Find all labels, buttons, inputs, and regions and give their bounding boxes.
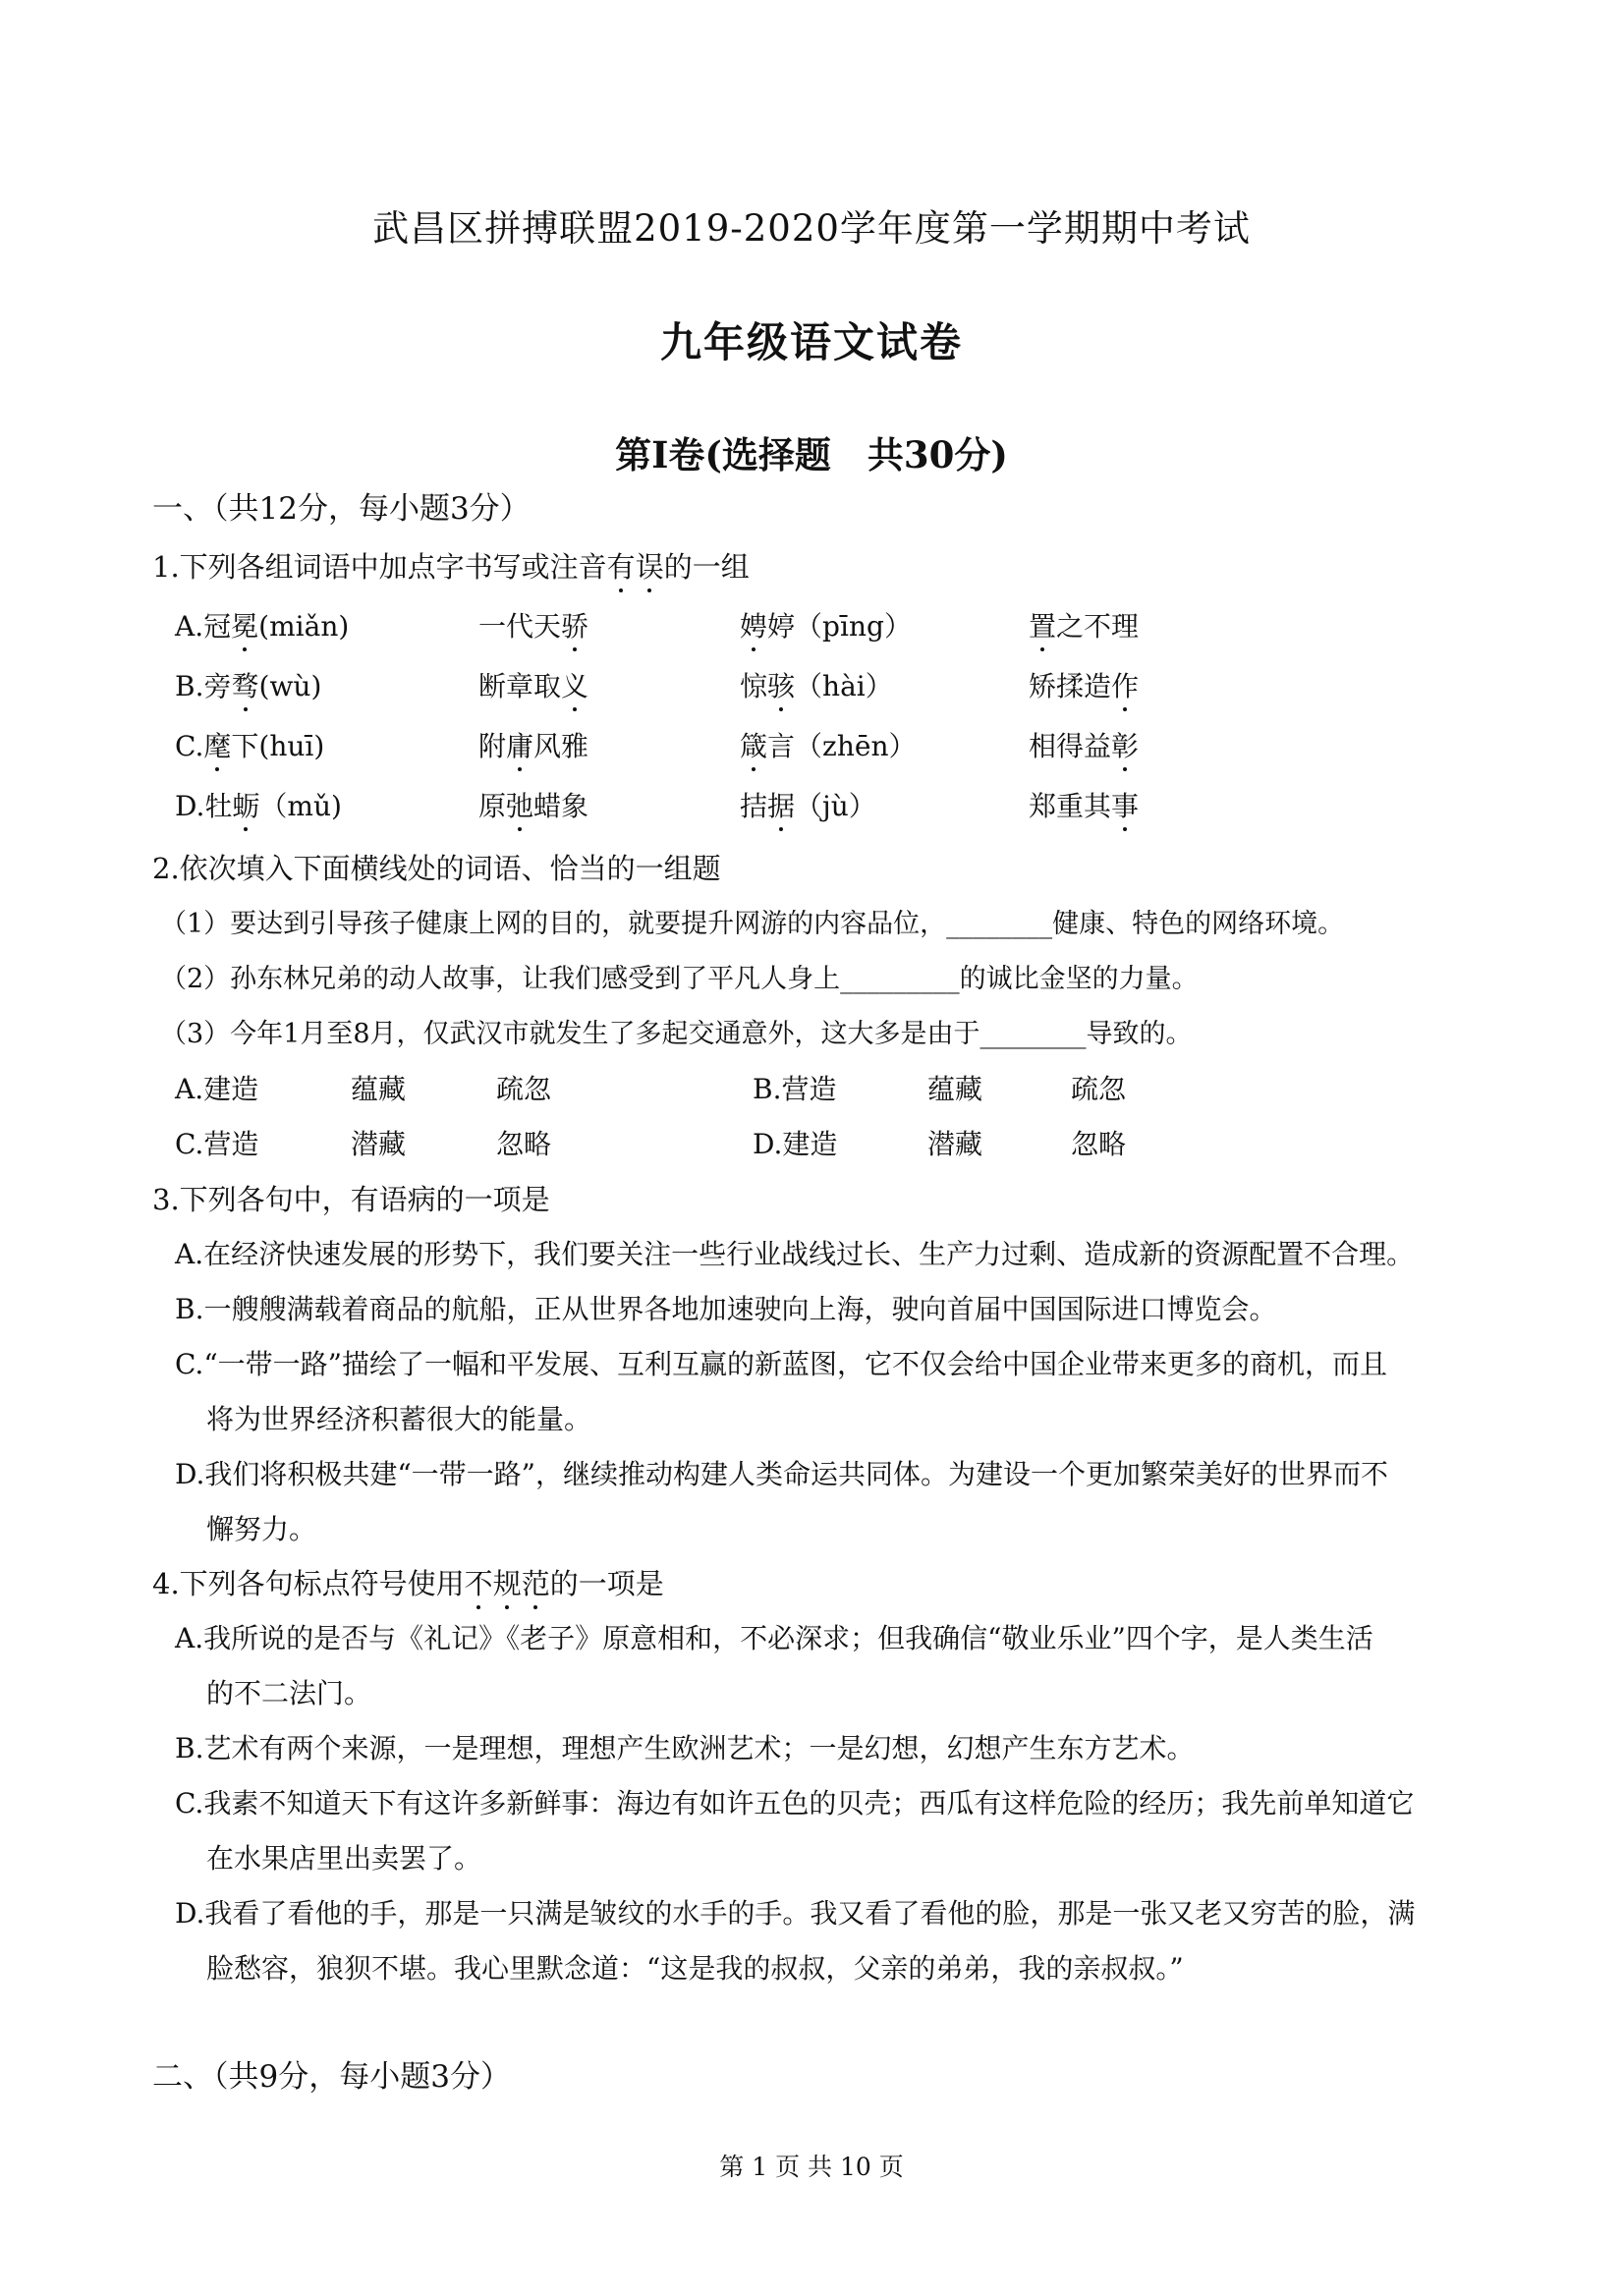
emphasis-dot-char: 麾 (203, 725, 231, 764)
paper-title: 九年级语文试卷 (659, 318, 963, 366)
q3-option-c-line2: 将为世界经济积蓄很大的能量。 (206, 1403, 592, 1435)
q4-stem-emphasis (465, 1567, 550, 1600)
emphasis-dot-char: 娉 (740, 605, 767, 644)
section-one-heading: 一、（共12分，每小题3分） (152, 491, 531, 527)
q2-blank-sentence-3: （3）今年1月至8月，仅武汉市就发生了多起交通意外，这大多是由于________导致的。 (160, 1019, 1193, 1049)
page-number: 第 1 页 共 10 页 (719, 2153, 904, 2181)
emphasis-dot-char: 规 (493, 1562, 522, 1602)
q1-option-b-1: B.旁骛(wù) (175, 665, 321, 704)
emphasis-dot-char: 置 (1029, 605, 1056, 644)
emphasis-dot-char: 庸 (506, 725, 533, 764)
q2-blank-sentence-2: （2）孙东林兄弟的动人故事，让我们感受到了平凡人身上_________的诚比金坚的力量。 (160, 964, 1199, 994)
q4-option-b: B.艺术有两个来源，一是理想，理想产生欧洲艺术；一是幻想，幻想产生东方艺术。 (175, 1732, 1195, 1764)
emphasis-dot-char: 作 (1111, 665, 1139, 704)
q1-stem-end: 的一组 (663, 550, 750, 584)
q3-option-d-line1: D.我们将积极共建“一带一路”，继续推动构建人类命运共同体。为建设一个更加繁荣美好的世界而不 (175, 1458, 1388, 1490)
q1-option-b-3: 惊骇（hài） (740, 665, 893, 704)
q1-stem-emphasis (607, 550, 664, 584)
emphasis-dot-char: 蛎 (232, 785, 259, 824)
question-1-stem (152, 545, 750, 586)
q2-option-c-3: 忽略 (496, 1128, 552, 1160)
q2-blank-sentence-1: （1）要达到引导孩子健康上网的目的，就要提升网游的内容品位，________健康、特色的网络环境。 (160, 909, 1345, 939)
q1-option-b-4: 矫揉造作 (1029, 665, 1139, 704)
q4-stem-start: 4.下列各句标点符号使用 (152, 1567, 465, 1600)
q2-option-d-3: 忽略 (1071, 1128, 1127, 1160)
question-2-stem: 2.依次填入下面横线处的词语、恰当的一组题 (152, 852, 721, 885)
emphasis-dot-char: 冕 (231, 605, 258, 644)
q1-option-c-1: C.麾下(huī) (175, 725, 324, 764)
exam-title: 武昌区拼搏联盟2019-2020学年度第一学期期中考试 (372, 207, 1251, 250)
q1-option-a-1: A.冠冕(miǎn) (175, 605, 349, 644)
q1-option-b-2: 断章取义 (478, 665, 588, 704)
q3-option-b: B.一艘艘满载着商品的航船，正从世界各地加速驶向上海，驶向首届中国国际进口博览会。 (175, 1293, 1277, 1325)
q1-option-a-4: 置之不理 (1029, 605, 1139, 644)
q1-option-c-3: 箴言（zhēn） (740, 725, 917, 764)
q4-option-d-line2: 脸愁容，狼狈不堪。我心里默念道：“这是我的叔叔，父亲的弟弟，我的亲叔叔。” (206, 1952, 1184, 1985)
q2-option-d-2: 潜藏 (927, 1128, 983, 1160)
section-two-heading: 二、（共9分，每小题3分） (152, 2059, 511, 2095)
q1-stem-start: 1.下列各组词语中加点字书写或注音 (152, 550, 607, 584)
q2-option-c-1: C.营造 (175, 1128, 259, 1160)
q1-option-d-1: D.牡蛎（mǔ) (175, 785, 342, 824)
q3-option-c-line1: C.“一带一路”描绘了一幅和平发展、互利互赢的新蓝图，它不仅会给中国企业带来更多的商机，而且 (175, 1348, 1387, 1380)
q1-option-c-2: 附庸风雅 (478, 725, 588, 764)
q1-option-d-2: 原弛蜡象 (478, 785, 588, 824)
q2-option-b-1: B.营造 (753, 1073, 837, 1105)
q2-option-a-1: A.建造 (175, 1073, 259, 1105)
q4-option-c-line1: C.我素不知道天下有这许多新鲜事：海边有如许五色的贝壳；西瓜有这样危险的经历；我先前单知道它 (175, 1787, 1415, 1820)
emphasis-dot-char: 事 (1111, 785, 1139, 824)
emphasis-dot-char: 箴 (740, 725, 767, 764)
emphasis-dot-char: 骛 (232, 665, 259, 704)
q3-option-d-line2: 懈努力。 (206, 1513, 317, 1545)
q2-option-b-3: 疏忽 (1071, 1073, 1127, 1105)
q3-option-a: A.在经济快速发展的形势下，我们要关注一些行业战线过长、生产力过剩、造成新的资源配置不合理。 (175, 1238, 1415, 1270)
q1-option-c-4: 相得益彰 (1029, 725, 1139, 764)
question-3-stem: 3.下列各句中，有语病的一项是 (152, 1183, 550, 1216)
volume-title: 第Ⅰ卷(选择题 共30分) (615, 433, 1008, 476)
q4-option-a-line2: 的不二法门。 (206, 1677, 372, 1709)
emphasis-dot-char: 误 (636, 545, 664, 586)
emphasis-dot-char: 义 (561, 665, 588, 704)
q1-option-d-4: 郑重其事 (1029, 785, 1139, 824)
emphasis-dot-char: 据 (767, 785, 795, 824)
q1-option-a-2: 一代天骄 (478, 605, 588, 644)
q4-option-d-line1: D.我看了看他的手，那是一只满是皱纹的水手的手。我又看了看他的脸，那是一张又老又穷苦的脸，满 (175, 1897, 1416, 1930)
q1-option-d-3: 拮据（jù） (740, 785, 876, 824)
q4-stem-end: 的一项是 (549, 1567, 664, 1600)
emphasis-dot-char: 彰 (1111, 725, 1139, 764)
emphasis-dot-char: 不 (465, 1562, 493, 1602)
q2-option-a-3: 疏忽 (496, 1073, 552, 1105)
q4-option-c-line2: 在水果店里出卖罢了。 (206, 1842, 482, 1875)
question-4-stem (152, 1562, 664, 1602)
q2-option-a-2: 蕴藏 (351, 1073, 407, 1105)
emphasis-dot-char: 骄 (561, 605, 588, 644)
emphasis-dot-char: 弛 (506, 785, 533, 824)
emphasis-dot-char: 范 (522, 1562, 550, 1602)
q2-option-d-1: D.建造 (753, 1128, 838, 1160)
q4-option-a-line1: A.我所说的是否与《礼记》《老子》原意相和，不必深求；但我确信“敬业乐业”四个字，是人类生活 (175, 1622, 1373, 1654)
emphasis-dot-char: 有 (607, 545, 636, 586)
q2-option-c-2: 潜藏 (351, 1128, 407, 1160)
q2-option-b-2: 蕴藏 (927, 1073, 983, 1105)
q1-option-a-3: 娉婷（pīng） (740, 605, 912, 644)
emphasis-dot-char: 骇 (767, 665, 795, 704)
